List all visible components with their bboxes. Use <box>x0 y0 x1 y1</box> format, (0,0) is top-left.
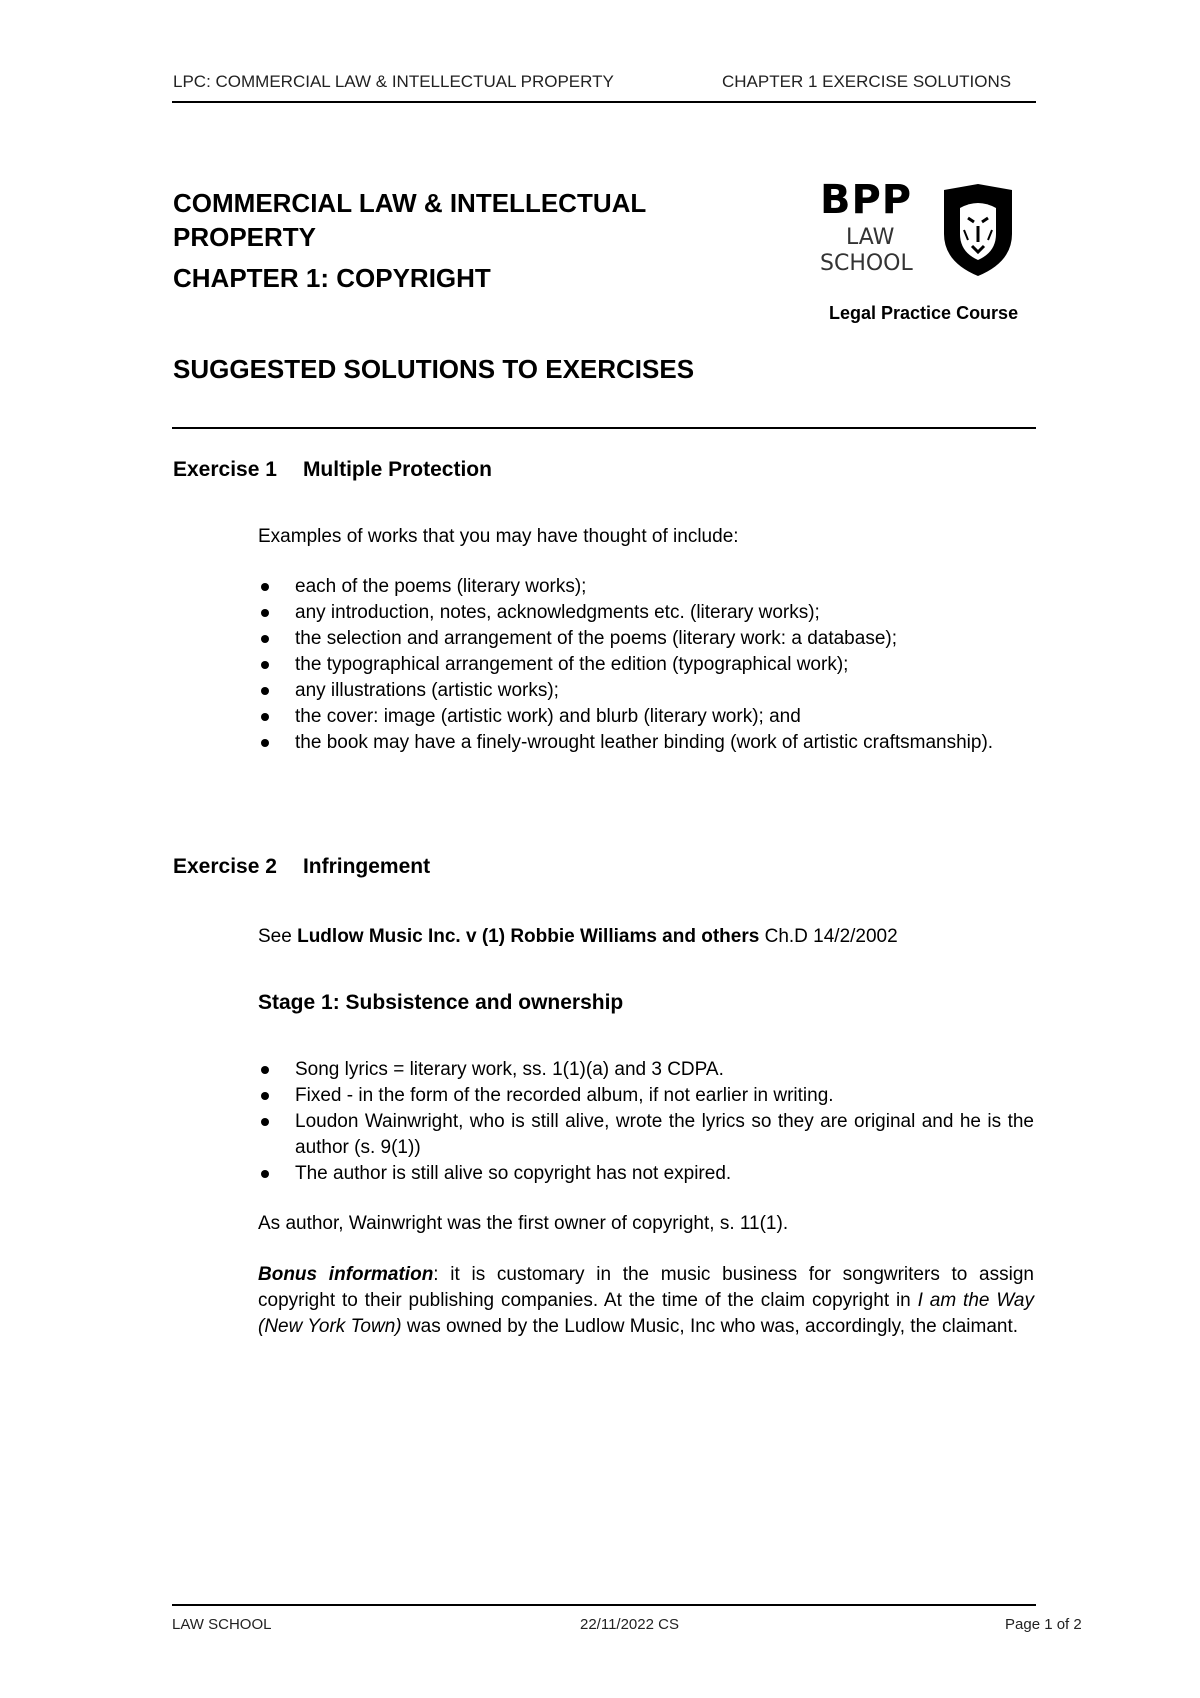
bpp-logo <box>820 178 1030 288</box>
bonus-paragraph: Bonus information: it is customary in the music business for songwriters to assign copyright to their publishing companies. At the time of the claim copyright in I am the Way (New York Town) was owned by the Ludlow Music, Inc who was, accordingly, the claimant. <box>258 1264 1034 1337</box>
bullet-icon <box>261 713 269 721</box>
exercise-1-title: Multiple Protection <box>302 458 492 481</box>
title-line-1: COMMERCIAL LAW & INTELLECTUAL <box>173 188 647 218</box>
list-item: the selection and arrangement of the poems (literary work: a database); <box>258 626 1034 652</box>
exercise-2-number: Exercise 2 <box>173 855 277 878</box>
stage-1-heading: Stage 1: Subsistence and ownership <box>258 991 624 1014</box>
ownership-paragraph: As author, Wainwright was the first owner of copyright, s. 11(1). <box>258 1213 789 1234</box>
list-item: each of the poems (literary works); <box>258 574 1034 600</box>
bullet-icon <box>261 1118 269 1126</box>
logo-brand: BPP <box>820 177 913 223</box>
bullet-icon <box>261 687 269 695</box>
bullet-icon <box>261 1170 269 1178</box>
logo-law: LAW <box>846 225 895 250</box>
stage-1-list <box>258 1057 1034 1187</box>
bullet-icon <box>261 661 269 669</box>
list-item: any introduction, notes, acknowledgments etc. (literary works); <box>258 600 1034 626</box>
title-line-2: PROPERTY <box>173 222 317 252</box>
bullet-icon <box>261 609 269 617</box>
exercise-1-number: Exercise 1 <box>173 458 277 481</box>
case-name: Ludlow Music Inc. v (1) Robbie Williams and others <box>297 926 760 947</box>
list-item: The author is still alive so copyright has not expired. <box>258 1161 1034 1187</box>
list-item: any illustrations (artistic works); <box>258 678 1034 704</box>
page-number: Page 1 of 2 <box>1005 1616 1082 1633</box>
solutions-heading: SUGGESTED SOLUTIONS TO EXERCISES <box>173 354 695 384</box>
exercise-1-heading <box>173 458 492 482</box>
lion-shield-icon <box>938 182 1018 278</box>
case-citation: See Ludlow Music Inc. v (1) Robbie Williams and others Ch.D 14/2/2002 <box>258 926 898 947</box>
exercise-2-title: Infringement <box>302 855 431 878</box>
bullet-icon <box>261 583 269 591</box>
bonus-label: Bonus information <box>258 1264 434 1285</box>
title-rule <box>172 427 1036 429</box>
song-title: I am the Way (New York Town) <box>258 1290 1034 1337</box>
list-item: the typographical arrangement of the edition (typographical work); <box>258 652 1034 678</box>
list-item: Fixed - in the form of the recorded album, if not earlier in writing. <box>258 1083 1034 1109</box>
list-item: Loudon Wainwright, who is still alive, wrote the lyrics so they are original and he is the author (s. 9(1)) <box>258 1109 1034 1161</box>
chapter-title: CHAPTER 1: COPYRIGHT <box>173 263 491 293</box>
header-rule <box>172 101 1036 103</box>
list-item: the book may have a finely-wrought leather binding (work of artistic craftsmanship). <box>258 730 1034 756</box>
document-title <box>173 186 646 254</box>
bullet-icon <box>261 1066 269 1074</box>
list-item: Song lyrics = literary work, ss. 1(1)(a) and 3 CDPA. <box>258 1057 1034 1083</box>
footer-date: 22/11/2022 CS <box>580 1616 679 1633</box>
footer-left: LAW SCHOOL <box>172 1616 272 1633</box>
bullet-icon <box>261 635 269 643</box>
running-header-left: LPC: COMMERCIAL LAW & INTELLECTUAL PROPERTY <box>173 72 614 91</box>
exercise-2-heading <box>173 855 430 879</box>
exercise-1-intro: Examples of works that you may have thought of include: <box>258 526 739 547</box>
list-item: the cover: image (artistic work) and blurb (literary work); and <box>258 704 1034 730</box>
legal-practice-course-label: Legal Practice Course <box>829 303 1019 323</box>
case-ref: Ch.D 14/2/2002 <box>764 926 898 947</box>
logo-school: SCHOOL <box>820 251 913 276</box>
exercise-1-list <box>258 574 1034 756</box>
bullet-icon <box>261 1092 269 1100</box>
footer-rule <box>172 1604 1036 1606</box>
running-header-right: CHAPTER 1 EXERCISE SOLUTIONS <box>722 72 1012 91</box>
bullet-icon <box>261 739 269 747</box>
